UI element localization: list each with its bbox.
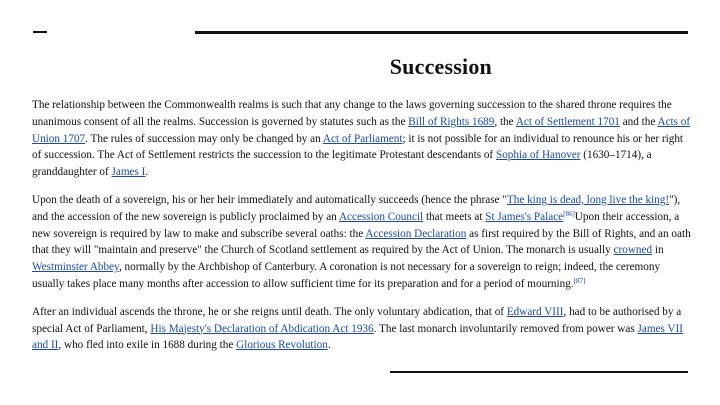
p2-text-1: Upon the death of a sovereign, his or her heir immediately and automatically succeeds (hence the phrase " bbox=[32, 193, 507, 206]
top-rule-short bbox=[33, 31, 47, 33]
page-title: Succession bbox=[389, 54, 492, 79]
p2-text-4: Upon their accession, a new sovereign is required by law to make and subscribe several oaths: the bbox=[32, 210, 680, 240]
link-st-james-palace[interactable]: St James's Palace bbox=[485, 210, 564, 223]
link-abdication-act[interactable]: His Majesty's Declaration of Abdication Act 1936 bbox=[150, 322, 374, 335]
link-act-of-settlement[interactable]: Act of Settlement 1701 bbox=[515, 115, 620, 128]
p2-text-6: in bbox=[652, 244, 664, 257]
link-james-i[interactable]: James I bbox=[111, 166, 146, 179]
link-crowned[interactable]: crowned bbox=[613, 244, 653, 257]
link-acts-of-union[interactable]: Acts of Union 1707 bbox=[32, 115, 691, 145]
link-sophia-of-hanover[interactable]: Sophia of Hanover bbox=[495, 149, 581, 162]
p1-text-7: . bbox=[145, 166, 149, 179]
link-accession-declaration[interactable]: Accession Declaration bbox=[365, 227, 467, 240]
p1-text-6: (1630–1714), a granddaughter of bbox=[32, 149, 652, 179]
link-westminster-abbey[interactable]: Westminster Abbey bbox=[32, 261, 119, 274]
p2-text-2: "), and the accession of the new sovereign is publicly proclaimed by an bbox=[32, 193, 681, 223]
p1-text-1: The relationship between the Commonwealth realms is such that any change to the laws governing succession to the shared throne requires the unanimous consent of all the realms. Succession is governed by statutes such as the bbox=[32, 99, 672, 128]
link-edward-viii[interactable]: Edward VIII bbox=[506, 305, 564, 318]
link-bill-of-rights[interactable]: Bill of Rights 1689 bbox=[408, 115, 495, 128]
article-body bbox=[32, 97, 692, 365]
p1-text-4: . The rules of succession may only be changed by an bbox=[85, 132, 323, 145]
citation-87[interactable]: [87] bbox=[573, 276, 586, 285]
link-king-is-dead[interactable]: The king is dead, long live the king! bbox=[506, 193, 670, 206]
top-rule-long bbox=[195, 31, 688, 34]
p1-text-2: , the bbox=[494, 115, 516, 128]
paragraph-1 bbox=[32, 97, 692, 181]
link-james-vii-and-ii[interactable]: James VII and II bbox=[32, 322, 683, 352]
paragraph-3 bbox=[32, 304, 692, 354]
p3-text-3: . The last monarch involuntarily removed from power was bbox=[373, 322, 638, 335]
p2-text-7: , normally by the Archbishop of Canterbury. A coronation is not necessary for a sovereign to reign; indeed, the ceremony usually takes place many months after accession to allow sufficient time for its preparation and for a period of mourning. bbox=[32, 261, 661, 290]
p1-text-5: ; it is not possible for an individual to renounce his or her right of succession. The Act of Settlement restricts the succession to the legitimate Protestant descendants of bbox=[32, 132, 684, 162]
p3-text-4: , who fled into exile in 1688 during the bbox=[58, 339, 237, 352]
link-glorious-revolution[interactable]: Glorious Revolution bbox=[236, 339, 328, 352]
link-act-of-parliament[interactable]: Act of Parliament bbox=[322, 132, 403, 145]
p1-text-3: and the bbox=[619, 115, 658, 128]
p2-text-5: as first required by the Bill of Rights, and an oath that they will "maintain and preserve" the Church of Scotland settlement as required by the Act of Union. The monarch is usually bbox=[32, 227, 691, 257]
p2-text-3: that meets at bbox=[423, 210, 486, 223]
link-accession-council[interactable]: Accession Council bbox=[338, 210, 424, 223]
citation-86[interactable]: [86] bbox=[563, 209, 575, 218]
p3-text-2: , had to be authorised by a special Act of Parliament, bbox=[32, 305, 682, 335]
bottom-rule bbox=[390, 371, 688, 373]
p3-text-5: . bbox=[327, 339, 331, 352]
p3-text-1: After an individual ascends the throne, he or she reigns until death. The only voluntary abdication, that of bbox=[32, 305, 507, 318]
paragraph-2 bbox=[32, 192, 692, 293]
